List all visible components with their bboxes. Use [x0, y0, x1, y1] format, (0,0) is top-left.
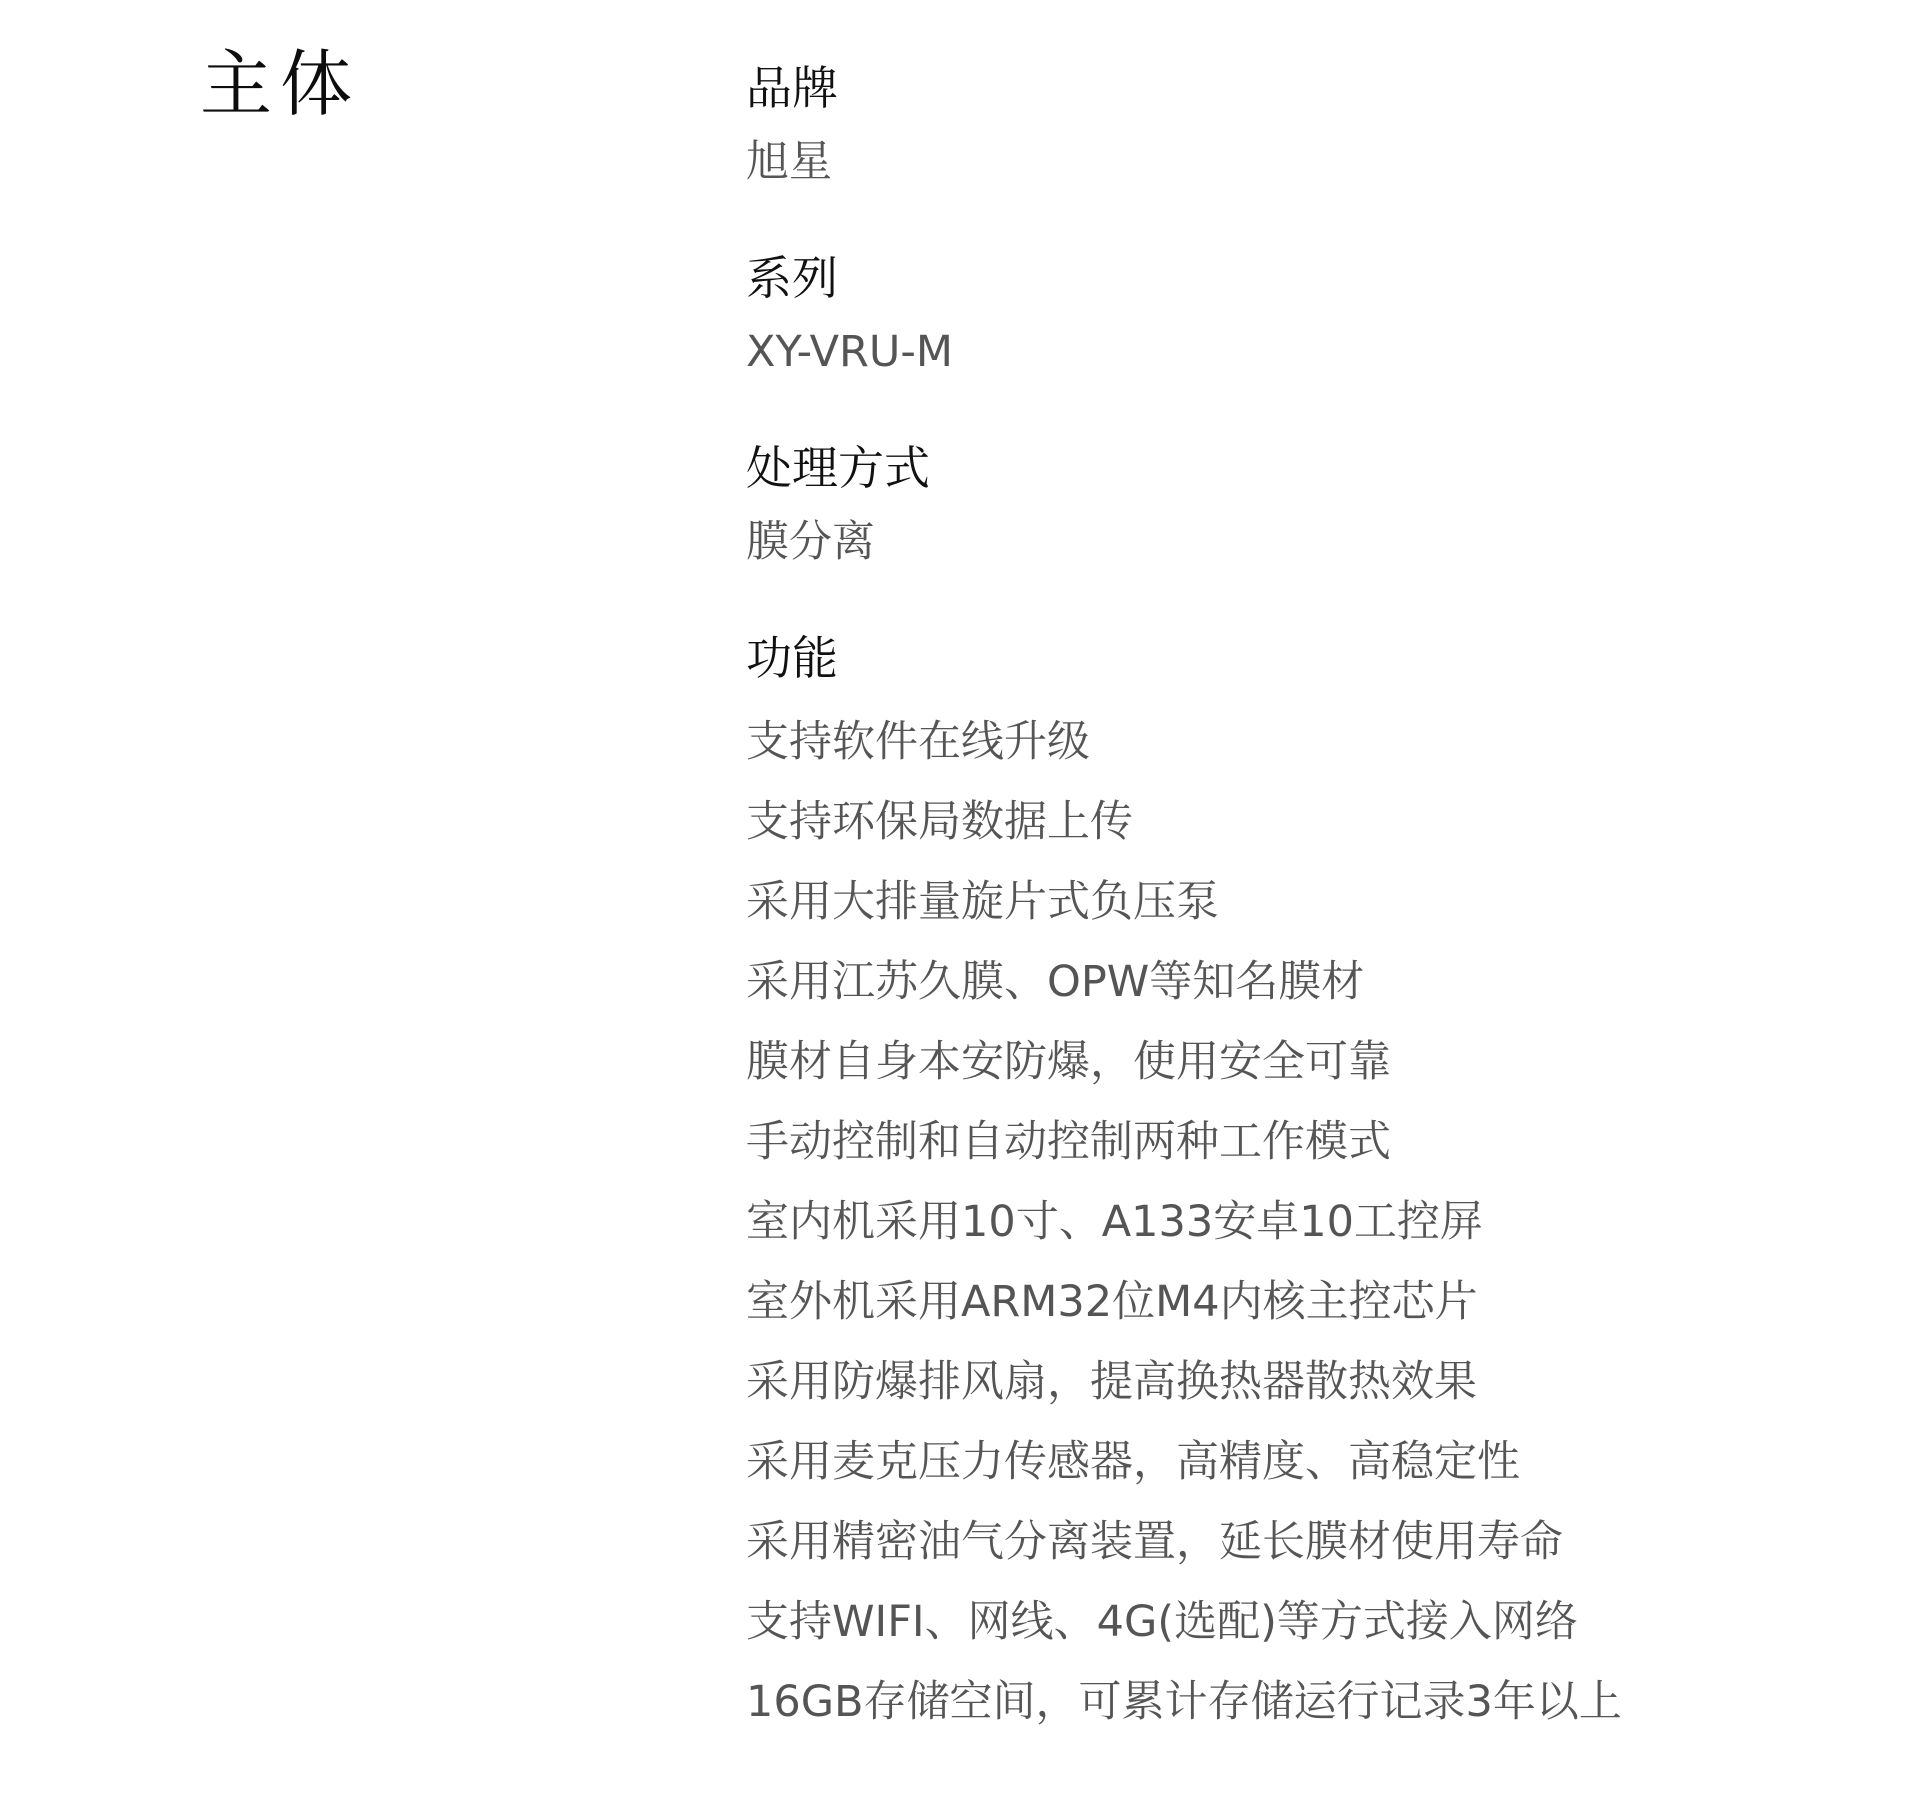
- spec-processing-label: 处理方式: [746, 441, 930, 495]
- spec-brand: [746, 58, 1846, 192]
- spec-brand-value: 旭星: [746, 137, 832, 187]
- spec-processing: [746, 438, 1846, 572]
- feature-item: 采用防爆排风扇，提高换热器散热效果: [746, 1357, 1477, 1407]
- feature-item: 16GB存储空间，可累计存储运行记录3年以上: [746, 1677, 1622, 1727]
- spec-processing-value: 膜分离: [746, 517, 875, 567]
- feature-item: 采用精密油气分离装置，延长膜材使用寿命: [746, 1517, 1563, 1567]
- spec-series-label: 系列: [746, 251, 838, 305]
- spec-series: [746, 248, 1846, 382]
- feature-item: 室外机采用ARM32位M4内核主控芯片: [746, 1277, 1478, 1327]
- section-title: 主体: [200, 42, 361, 126]
- feature-item: 支持软件在线升级: [746, 717, 1090, 767]
- feature-item: 采用麦克压力传感器，高精度、高稳定性: [746, 1437, 1520, 1487]
- feature-item: 采用江苏久膜、OPW等知名膜材: [746, 957, 1365, 1007]
- feature-item: 支持环保局数据上传: [746, 797, 1133, 847]
- feature-item: 手动控制和自动控制两种工作模式: [746, 1117, 1391, 1167]
- feature-list: [746, 702, 1846, 1742]
- feature-item: 支持WIFI、网线、4G(选配)等方式接入网络: [746, 1597, 1578, 1647]
- spec-brand-label: 品牌: [746, 61, 838, 115]
- spec-list: [746, 58, 1846, 1798]
- spec-features-label: 功能: [746, 631, 838, 685]
- spec-series-value: XY-VRU-M: [746, 327, 954, 377]
- feature-item: 室内机采用10寸、A133安卓10工控屏: [746, 1197, 1483, 1247]
- feature-item: 采用大排量旋片式负压泵: [746, 877, 1219, 927]
- spec-features: [746, 628, 1846, 1742]
- feature-item: 膜材自身本安防爆，使用安全可靠: [746, 1037, 1391, 1087]
